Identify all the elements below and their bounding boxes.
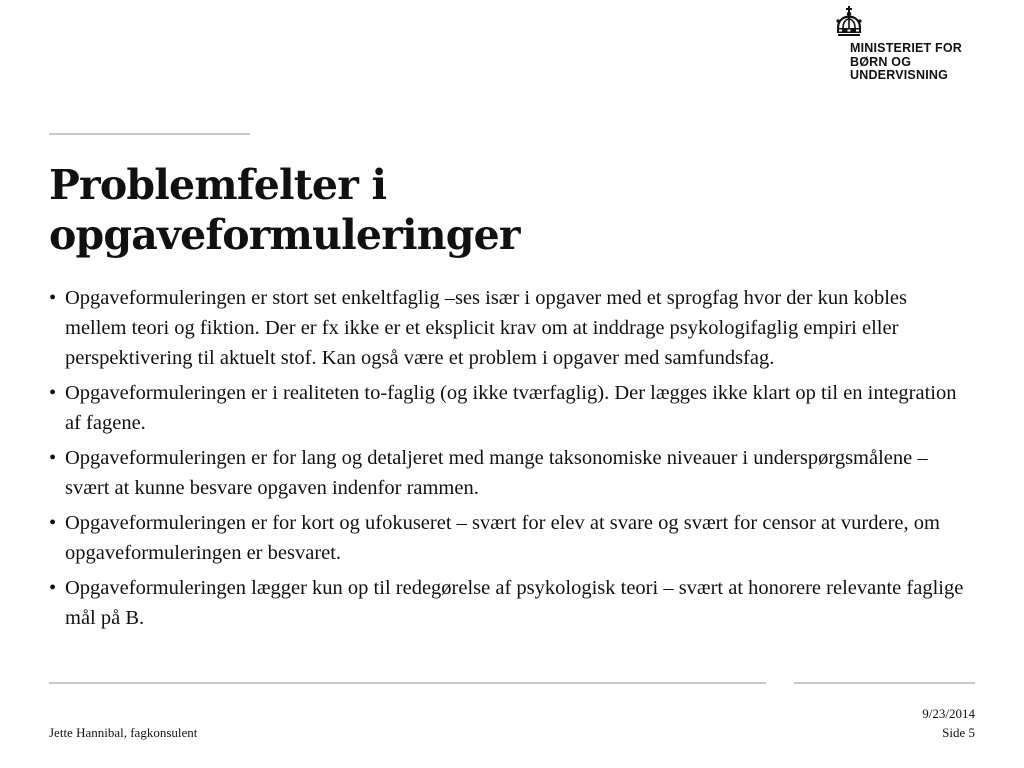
slide-title-line: Problemfelter i <box>49 161 387 209</box>
ministry-name-line: UNDERVISNING <box>850 68 949 82</box>
bullet-marker: • <box>49 382 57 404</box>
slide-title <box>49 160 949 260</box>
title-divider <box>49 133 250 135</box>
bullet-marker: • <box>49 447 57 469</box>
ministry-logo <box>832 6 1002 86</box>
footer-divider-right <box>794 682 975 684</box>
bullet-text: Opgaveformuleringen er for lang og detaljeret med mange taksonomiske niveauer i underspørgsmålene – svært at kunne besvare opgaven indenfor rammen. <box>65 447 928 499</box>
ministry-name <box>850 42 962 83</box>
page-number: Side 5 <box>942 725 975 740</box>
bullet-item <box>49 508 964 568</box>
bullet-item <box>49 443 964 503</box>
footer-date: 9/23/2014 <box>922 706 975 721</box>
slide-title-line: opgaveformuleringer <box>49 211 520 259</box>
bullet-text: Opgaveformuleringen lægger kun op til redegørelse af psykologisk teori – svært at honorere relevante faglige mål på B. <box>65 577 964 629</box>
bullet-list <box>49 283 964 638</box>
bullet-marker: • <box>49 512 57 534</box>
bullet-item <box>49 573 964 633</box>
bullet-item <box>49 283 964 373</box>
royal-crown-icon <box>834 6 864 38</box>
footer-author: Jette Hannibal, fagkonsulent <box>49 725 198 740</box>
bullet-text: Opgaveformuleringen er stort set enkeltfaglig –ses især i opgaver med et sprogfag hvor der kun kobles mellem teori og fiktion. Der er fx ikke er et eksplicit krav om at inddrage psykologifaglig empiri eller perspektivering til aktuelt stof. Kan også være et problem i opgaver med samfundsfag. <box>65 287 907 369</box>
bullet-item <box>49 378 964 438</box>
footer-divider-left <box>49 682 766 684</box>
ministry-name-line: BØRN OG <box>850 54 912 69</box>
ministry-name-line: MINISTERIET FOR <box>850 41 963 55</box>
bullet-text: Opgaveformuleringen er for kort og ufokuseret – svært for elev at svare og svært for censor at vurdere, om opgaveformuleringen er besvaret. <box>65 512 940 564</box>
bullet-text: Opgaveformuleringen er i realiteten to-faglig (og ikke tværfaglig). Der lægges ikke klart op til en integration af fagene. <box>65 382 957 434</box>
bullet-marker: • <box>49 287 57 309</box>
bullet-marker: • <box>49 577 57 599</box>
